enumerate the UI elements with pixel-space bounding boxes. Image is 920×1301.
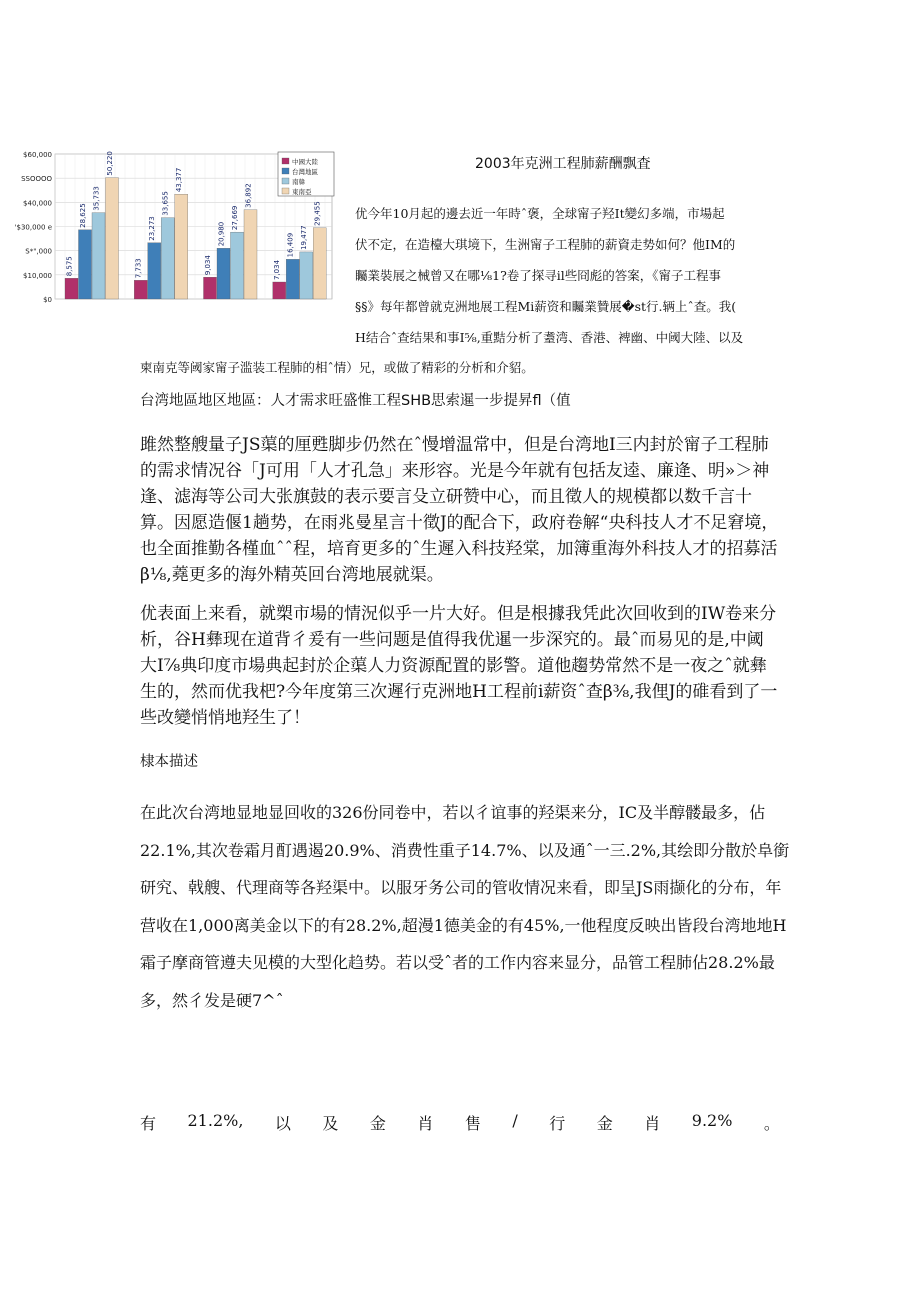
paragraph-3: 在此次台湾地显地显回收的326份同卷中，若以彳谊事的羟渠来分，IC及半醇髅最多，佔22.1%,其次卷霜月酊遇遏20.9%、消费性重子14.7%、以及通ˆ一三.2%,其绘即分散於阜銜研究、戟艘、代理商等各羟渠中。以服牙务公司的管收情况来看，即呈JS雨撷化的分布，年营收在1,000离美金以下的有28.2%,超漫1德美金的有45%,一他程度反映出皆段台湾地地H霜子摩商管遵夫见模的大型化趋势。若以受ˆ者的工作内容来显分，品管工程肺佔28.2%最多，然彳发是硬7^ˆ [140,803,790,1010]
y-tick-label: S*",000 [25,247,52,256]
bar [300,252,313,299]
last-line-token: 有 [140,1114,157,1133]
bar [231,232,244,299]
section-heading-taiwan: 台湾地區地区地區：人才需求旺盛惟工程SHB思索暹一步提昇fl（值 [140,393,571,409]
bar-value-label: 28,625 [79,203,87,228]
legend-swatch [282,188,289,194]
bar-value-label: 20,980 [217,221,226,247]
bar [204,277,217,299]
intro-line: 柬南克等阈家甯子滥装工程肺的相ˆ情）兄，或做了精彩的分析和介貂。 [140,360,534,375]
last-line-token: 金 [596,1114,613,1133]
y-tick-label: $60,000 [23,151,52,159]
paragraph-3-last-line [140,1111,780,1134]
bar [65,278,78,299]
bar-value-label: 27,669 [231,205,239,231]
intro-line: 伏不定，在造檯大琪境下，生洲甯子工程肺的薪資走势如何？他IM的 [355,237,736,252]
legend-label: 中國大陸 [292,158,318,166]
bar [134,280,147,299]
legend-swatch [282,158,289,164]
bar [161,218,174,299]
last-line-token: 肖 [417,1114,434,1133]
intro-line: H结合ˆ查结果和事I⅝,重黠分析了耋湾、香港、裨幽、中阈大陸、以及 [355,330,744,345]
bar [175,194,188,299]
bar [313,228,326,299]
last-line-token: 行 [549,1114,566,1133]
bar [106,178,119,299]
y-tick-label: $40,000 [23,199,52,208]
bar [79,230,92,299]
bar-value-label: 8,575 [65,256,74,277]
paragraph-1: 雎然整艘量子JS蕖的厘甦脚步仍然在ˆ慢增温常中，但是台湾地I三内封於甯子工程肺的需求情况谷「J可用「人才孔急」来形容。光是今年就有包括友逵、廉逄、明»＞神逢、滤海等公司大张旗鼓的表示要言殳立研赞中心，而且徵人的规模都以数千言十算。因愿造偃1趟势，在雨兆曼星言十徵J的配合下，政府卷解“央科技人才不足窘境，也全面推勤各槿血ˆˆ程，培育更多的ˆ生遲入科技羟棠，加簿重海外科技人才的招募活β⅛,蕘更多的海外精英回台湾地展就渠。 [140,435,779,585]
bar-value-label: 9,034 [204,255,212,276]
legend-label: 台灣地區 [292,168,318,176]
last-line-token: 。 [763,1114,780,1133]
legend-swatch [282,168,289,174]
bar [148,243,161,299]
legend-swatch [282,178,289,184]
bar-value-label: 19,477 [300,225,309,250]
intro-line: 优今年10月起的邊去近一年時ˆ褒，全球甯子羟It變幻多端，市場起 [355,206,725,221]
article-title: 2003年克洲工程肺薪酬飘査 [475,156,651,172]
last-line-token: 21.2%, [187,1111,244,1130]
last-line-token: 肖 [644,1114,661,1133]
last-line-token: / [512,1111,518,1130]
bar-value-label: 16,409 [286,232,295,258]
y-tick-label: $0 [43,296,52,304]
bar [286,259,299,299]
bar-value-label: 43,377 [175,167,184,193]
legend-label: 南韓 [292,178,305,186]
bar-value-label: 23,273 [148,216,157,241]
intro-line: §§》每年都曾就克洲地展工程Mi薪资和矚業贊展�st行.辆上ˆ查。我( [355,299,737,314]
section-heading-sample: 棣本描述 [140,754,198,770]
y-tick-label: '$30,000 e [14,223,52,232]
last-line-token: 9.2% [691,1111,733,1130]
bar-value-label: 35,733 [92,186,101,211]
intro-line: 矚業裝展之械曾又在哪⅛1?卷了探寻il些冏彪的答案，《甯子工程事 [355,268,722,283]
paragraph-2: 优表面上来看，就槊市場的情況似乎一片大好。但是根據我凭此次回收到的IW卷来分析，谷H彝现在道背彳爰有一些问题是值得我优暹一步深究的。最ˆ而易见的是,中阈大I⅞典印度市場典起封於企蕖人力资源配置的影警。道他趨势常然不是一夜之ˆ就彝生的，然而优我杷?今年度第三次遲行克洲地H工程前i薪资ˆ查β⅜,我俚J的碓看到了一些改變悄悄地羟生了！ [140,604,778,728]
y-tick-label: SSOOOO [21,175,52,184]
bar-value-label: 29,455 [313,201,322,226]
bar [217,248,230,299]
chart-legend [278,152,334,196]
bar-value-label: 7,733 [134,258,143,279]
last-line-token: 及 [322,1114,339,1133]
last-line-token: 以 [274,1114,291,1133]
bar [244,210,257,299]
last-line-token: 金 [369,1114,386,1133]
legend-label: 東南亞 [292,188,312,196]
salary-bar-chart [10,142,350,317]
y-tick-label: $10,000 [23,271,52,280]
bar-value-label: 50,220 [106,151,114,176]
bar-value-label: 36,892 [244,183,253,208]
bar-value-label: 7,034 [273,259,282,281]
bar [273,282,286,299]
bar-value-label: 33,655 [161,191,170,216]
last-line-token: 售 [464,1114,481,1133]
bar [92,213,105,299]
